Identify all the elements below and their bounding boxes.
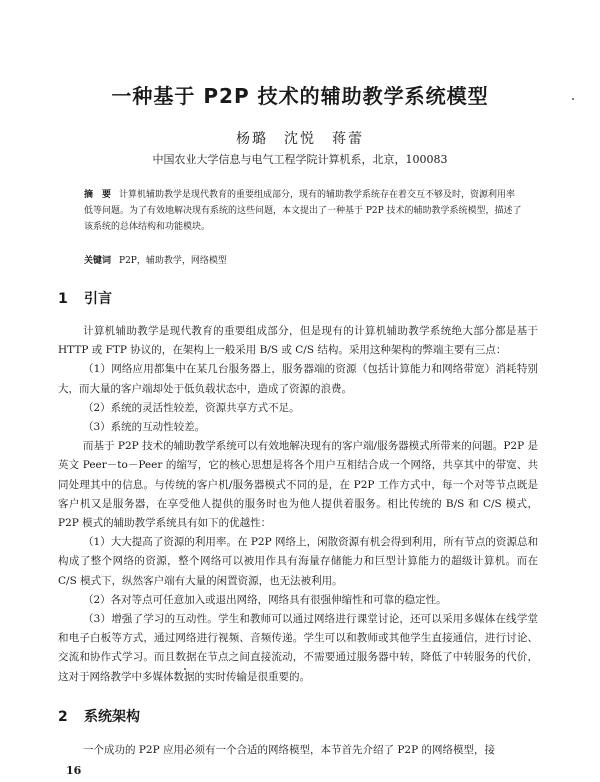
paragraph: （3）系统的互动性较差。 (83, 421, 206, 434)
abstract-text: 计算机辅助教学是现代教育的重要组成部分，现有的辅助教学系统存在着交互不够及时，资源利用率低等问题。为了有效地解决现有系统的这些问题，本文提出了一种基于 P2P 技术的辅助教学系统模型，描述了该系统的总体结构和功能模块。 (84, 190, 522, 232)
page-number: 16 (66, 764, 82, 777)
section-title: 系统架构 (84, 709, 140, 725)
paragraph: （2）各对等点可任意加入或退出网络，网络具有很强伸缩性和可靠的稳定性。 (83, 593, 447, 606)
keywords-text: P2P，辅助教学，网络模型 (119, 256, 227, 266)
abstract (84, 187, 524, 235)
paragraph: （3）增强了学习的互动性。学生和教师可以通过网络进行课堂讨论，还可以采用多媒体在线学堂和电子白板等方式，通过网络进行视频、音频传递。学生可以和教师或其他学生直接通信，进行讨论、交流和协作式学习。而且数据在节点之间直接流动，不需要通过服务器中转，降低了中转服务的代价，这对于网络教学中多媒体数据的实时传输是很重要的。 (58, 613, 538, 683)
body-text (58, 322, 538, 687)
scan-speck (572, 98, 574, 100)
abstract-label: 摘 要 (84, 190, 112, 200)
paragraph: （1）大大提高了资源的利用率。在 P2P 网络上，闲散资源有机会得到利用，所有节点的资源总和构成了整个网络的资源，整个网络可以被用作具有海量存储能力和巨型计算能力的超级计算机。而在 C/S 模式下，纵然客户端有大量的闲置资源，也无法被利用。 (58, 536, 538, 587)
paragraph: 计算机辅助教学是现代教育的重要组成部分，但是现有的计算机辅助教学系统绝大部分都是基于 HTTP 或 FTP 协议的，在架构上一般采用 B/S 或 C/S 结构。采用这种架构的弊端主要有三点： (58, 325, 538, 357)
scan-speck (184, 668, 186, 670)
paragraph: （2）系统的灵活性较差，资源共享方式不足。 (83, 401, 300, 414)
paragraph-continuation: 一个成功的 P2P 应用必须有一个合适的网络模型，本节首先介绍了 P2P 的网络模型，接 (83, 744, 495, 756)
paragraph: （1）网络应用都集中在某几台服务器上，服务器端的资源（包括计算能力和网络带宽）消耗特别大，而大量的客户端却处于低负载状态中，造成了资源的浪费。 (58, 363, 538, 395)
keywords-label: 关键词 (84, 256, 112, 266)
paper-title: 一种基于 P2P 技术的辅助教学系统模型 (111, 84, 489, 108)
section-heading-1 (58, 288, 112, 308)
section-heading-2 (58, 706, 140, 726)
section-title: 引言 (84, 291, 112, 307)
affiliation: 中国农业大学信息与电气工程学院计算机系，北京，100083 (152, 153, 448, 166)
section-number: 1 (58, 291, 68, 307)
keywords (84, 253, 227, 266)
section-number: 2 (58, 709, 68, 725)
paragraph: 而基于 P2P 技术的辅助教学系统可以有效地解决现有的客户端/服务器模式所带来的问题。P2P 是英文 Peer－to－Peer 的缩写，它的核心思想是将各个用户互相结合成一个网络，共享其中的带宽、共同处理其中的信息。与传统的客户机/服务器模式不同的是，在 P2P 工作方式中，每一个对等节点既是客户机又是服务器，在享受他人提供的服务时也为他人提供着服务。相比传统的 B/S 和 C/S 模式，P2P 模式的辅助教学系统具有如下的优越性： (58, 440, 538, 530)
authors: 杨璐 沈悦 蒋蕾 (236, 131, 364, 147)
